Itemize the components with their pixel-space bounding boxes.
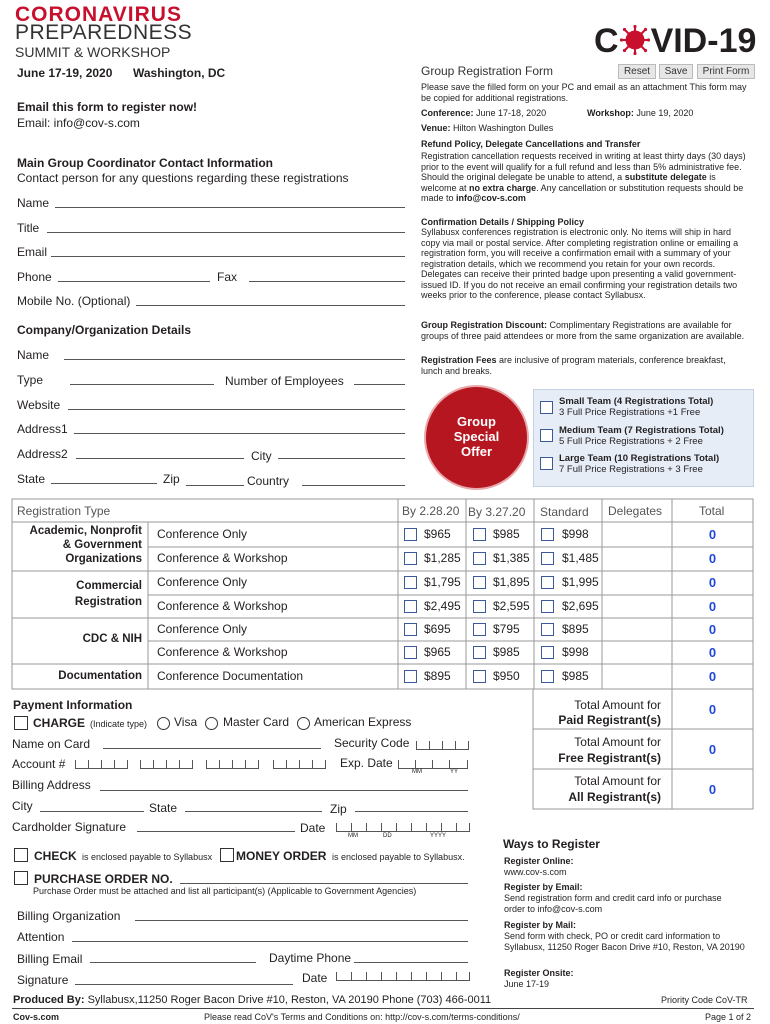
price-value: $985 — [493, 645, 520, 659]
footer-terms: Please read CoV's Terms and Conditions on: http://cov-s.com/terms-conditions/ — [204, 1012, 520, 1022]
price-checkbox[interactable] — [541, 528, 554, 541]
cardholder-signature-label: Cardholder Signature — [12, 820, 127, 834]
billing-org-field[interactable] — [135, 920, 468, 921]
purchase-order-label: PURCHASE ORDER NO. — [34, 872, 173, 886]
option-label: Conference Only — [157, 575, 248, 589]
total-free-label — [535, 734, 661, 766]
company-type-label: Type — [17, 373, 44, 387]
signature-date-field[interactable] — [336, 820, 470, 832]
delegates-input[interactable] — [604, 596, 670, 616]
exp-mm: MM — [412, 769, 422, 775]
header-total: Total — [699, 504, 725, 518]
price-checkbox[interactable] — [404, 552, 417, 565]
billing-address-field[interactable] — [100, 790, 468, 791]
price-checkbox[interactable] — [541, 670, 554, 683]
money-order-note: is enclosed payable to Syllabusx. — [332, 852, 465, 862]
purchase-order-checkbox[interactable] — [14, 871, 28, 885]
medium-team-title: Medium Team (7 Registrations Total) — [559, 425, 724, 436]
price-value: $1,285 — [424, 551, 461, 565]
price-checkbox[interactable] — [473, 670, 486, 683]
billing-email-field[interactable] — [90, 962, 256, 963]
visa-label: Visa — [174, 715, 198, 729]
coord-title-label: Title — [17, 221, 40, 235]
footer-site: Cov-s.com — [13, 1012, 60, 1022]
account-field-1[interactable] — [75, 757, 128, 769]
price-checkbox[interactable] — [541, 600, 554, 613]
pay-state-field[interactable] — [185, 811, 322, 812]
priority-code: Priority Code CoV-TR — [661, 995, 748, 1005]
purchase-order-note: Purchase Order must be attached and list all participant(s) (Applicable to Government Agencies) — [33, 886, 417, 896]
category-academic-line1: Academic, Nonprofit — [29, 525, 142, 537]
price-checkbox[interactable] — [404, 670, 417, 683]
check-note: is enclosed payable to Syllabusx — [82, 852, 213, 862]
coord-fax-label: Fax — [217, 270, 238, 284]
amex-radio[interactable] — [297, 717, 310, 730]
price-checkbox[interactable] — [541, 576, 554, 589]
signature-label: Signature — [17, 973, 69, 987]
price-value: $1,385 — [493, 551, 530, 565]
total-all-line2: All Registrant(s) — [568, 790, 661, 804]
daytime-phone-label: Daytime Phone — [269, 951, 352, 965]
event-city: Washington, DC — [133, 66, 226, 80]
attention-label: Attention — [17, 930, 65, 944]
address2-label: Address2 — [17, 447, 68, 461]
price-checkbox[interactable] — [473, 646, 486, 659]
price-checkbox[interactable] — [473, 528, 486, 541]
header-registration-type: Registration Type — [17, 504, 111, 518]
row-total: 0 — [708, 669, 717, 684]
payment-title: Payment Information — [13, 698, 133, 712]
price-value: $895 — [424, 669, 451, 683]
purchase-order-field[interactable] — [180, 883, 468, 884]
price-checkbox[interactable] — [473, 552, 486, 565]
price-checkbox[interactable] — [473, 600, 486, 613]
account-field-3[interactable] — [206, 757, 259, 769]
charge-label: CHARGE — [33, 716, 86, 730]
exp-yy: YY — [450, 769, 459, 775]
produced-by-address: Syllabusx,11250 Roger Bacon Drive #10, Reston, VA 20190 Phone (703) 466-0011 — [87, 994, 492, 1006]
pay-zip-field[interactable] — [355, 811, 468, 812]
billing-org-label: Billing Organization — [17, 909, 121, 923]
row-total: 0 — [708, 645, 717, 660]
ways-mail: Send form with check, PO or credit card information to Syllabusx, 11250 Roger Bacon Drive #10, Reston, VA 20190 — [504, 931, 745, 952]
amex-label: American Express — [314, 715, 412, 729]
price-value: $1,995 — [562, 575, 599, 589]
header-price-2: By 3.27.20 — [468, 505, 526, 519]
print-form-button[interactable]: Print Form — [697, 64, 755, 79]
price-checkbox[interactable] — [541, 552, 554, 565]
refund-mid: is welcome at — [421, 172, 716, 193]
price-checkbox[interactable] — [404, 646, 417, 659]
category-documentation: Documentation — [58, 670, 142, 682]
zip-label: Zip — [163, 472, 180, 486]
group-form-title: Group Registration Form — [421, 64, 554, 78]
ways-title: Ways to Register — [503, 837, 600, 851]
charge-indicate: (Indicate type) — [90, 719, 148, 729]
option-label: Conference & Workshop — [157, 551, 288, 565]
price-checkbox[interactable] — [473, 623, 486, 636]
delegates-input[interactable] — [604, 619, 670, 639]
header-price-1: By 2.28.20 — [402, 504, 460, 518]
price-checkbox[interactable] — [404, 600, 417, 613]
pay-city-label: City — [12, 799, 33, 813]
brand-line-2: PREPAREDNESS — [15, 21, 193, 44]
total-free-line2: Free Registrant(s) — [558, 751, 661, 765]
charge-checkbox[interactable] — [14, 716, 28, 730]
money-order-label: MONEY ORDER — [236, 849, 327, 863]
fees-title: Registration Fees — [421, 355, 497, 365]
daytime-phone-field[interactable] — [354, 962, 468, 963]
large-team-title: Large Team (10 Registrations Total) — [559, 453, 720, 464]
check-checkbox[interactable] — [14, 848, 28, 862]
offer-line-2: Special — [453, 429, 500, 444]
option-label: Conference & Workshop — [157, 645, 288, 659]
ways-onsite-title: Register Onsite: — [504, 968, 574, 978]
refund-end: . Any cancellation or substitution requests should be made to — [421, 182, 744, 203]
ways-mail-title: Register by Mail: — [504, 920, 577, 930]
logo-letter-c: C — [594, 22, 619, 60]
coord-mobile-label: Mobile No. (Optional) — [17, 294, 131, 308]
refund-body: Registration cancellation requests received in writing at least thirty days (30 days) prior to the event will qualify for a full refund and less than 5% administrative fee. Should the original delegate be unable to attend, a — [421, 151, 746, 182]
price-value: $2,495 — [424, 599, 461, 613]
total-paid-label — [535, 698, 661, 728]
exp-date-field[interactable] — [398, 757, 468, 769]
event-dates: June 17-19, 2020 — [17, 66, 113, 80]
date-mm: MM — [348, 833, 358, 839]
ways-onsite: June 17-19 — [504, 979, 550, 989]
pay-city-field[interactable] — [40, 811, 144, 812]
price-checkbox[interactable] — [541, 623, 554, 636]
mastercard-radio[interactable] — [205, 717, 218, 730]
cardholder-signature-field[interactable] — [137, 831, 295, 832]
refund-email: info@cov-s.com — [456, 193, 526, 203]
header-price-3: Standard — [540, 505, 589, 519]
price-value: $950 — [493, 669, 520, 683]
workshop-value: June 19, 2020 — [636, 108, 694, 118]
category-cdc-nih: CDC & NIH — [82, 633, 142, 645]
venue-value: Hilton Washington Dulles — [453, 123, 554, 133]
row-total: 0 — [708, 622, 717, 637]
footer-page: Page 1 of 2 — [705, 1012, 752, 1022]
pay-zip-label: Zip — [330, 802, 347, 816]
total-free-value: 0 — [708, 742, 717, 757]
category-academic-line2: & Government — [62, 539, 142, 551]
conference-label: Conference: — [421, 108, 474, 118]
large-team-desc: 7 Full Price Registrations + 3 Free — [559, 464, 703, 475]
total-paid-line1: Total Amount for — [574, 698, 661, 712]
medium-team-desc: 5 Full Price Registrations + 2 Free — [559, 436, 703, 447]
price-value: $795 — [493, 622, 520, 636]
coord-phone-label: Phone — [17, 270, 52, 284]
refund-title: Refund Policy, Delegate Cancellations and Transfer — [421, 139, 641, 149]
website-label: Website — [17, 398, 61, 412]
coordinator-title: Main Group Coordinator Contact Information — [17, 156, 273, 170]
row-total: 0 — [708, 575, 717, 590]
ways-online-title: Register Online: — [504, 856, 574, 866]
category-commercial-line1: Commercial — [76, 580, 142, 592]
delegates-input[interactable] — [604, 524, 670, 544]
date2-field[interactable] — [336, 969, 470, 981]
visa-radio[interactable] — [157, 717, 170, 730]
header-delegates: Delegates — [608, 504, 663, 518]
refund-substitute: substitute delegate — [624, 172, 707, 182]
category-academic — [12, 524, 142, 566]
price-checkbox[interactable] — [404, 623, 417, 636]
price-value: $998 — [562, 645, 589, 659]
small-team-desc: 3 Full Price Registrations +1 Free — [559, 407, 701, 418]
email-cta: Email this form to register now! — [17, 100, 198, 114]
refund-no-charge: no extra charge — [469, 182, 537, 193]
state-label: State — [17, 472, 46, 486]
company-name-label: Name — [17, 348, 50, 362]
city-label: City — [251, 449, 272, 463]
account-label: Account # — [12, 757, 66, 771]
money-order-checkbox[interactable] — [220, 848, 234, 862]
produced-by — [13, 994, 491, 1006]
price-checkbox[interactable] — [541, 646, 554, 659]
offer-line-1: Group — [457, 414, 496, 429]
row-total: 0 — [708, 527, 717, 542]
price-value: $985 — [562, 669, 589, 683]
mastercard-label: Master Card — [223, 715, 290, 729]
exp-date-label: Exp. Date — [340, 756, 393, 770]
category-commercial-line2: Registration — [74, 596, 142, 608]
signature-date-label: Date — [300, 821, 326, 835]
total-paid-value: 0 — [708, 702, 717, 717]
produced-by-label: Produced By: — [13, 994, 85, 1006]
offer-line-3: Offer — [460, 444, 493, 459]
price-value: $695 — [424, 622, 451, 636]
option-label: Conference Documentation — [157, 669, 304, 683]
price-value: $2,595 — [493, 599, 530, 613]
conference-value: June 17-18, 2020 — [476, 108, 547, 118]
category-academic-line3: Organizations — [65, 553, 142, 565]
row-total: 0 — [708, 599, 717, 614]
coord-email-label: Email — [17, 245, 48, 259]
row-total: 0 — [708, 551, 717, 566]
price-value: $1,895 — [493, 575, 530, 589]
company-title: Company/Organization Details — [17, 323, 192, 337]
total-all-value: 0 — [708, 782, 717, 797]
billing-email-label: Billing Email — [17, 952, 83, 966]
price-value: $895 — [562, 622, 589, 636]
confirm-title: Confirmation Details / Shipping Policy — [421, 217, 585, 227]
delegates-input[interactable] — [604, 666, 670, 686]
price-checkbox[interactable] — [473, 576, 486, 589]
attention-field[interactable] — [72, 941, 468, 942]
security-code-field[interactable] — [416, 738, 469, 750]
price-checkbox[interactable] — [404, 528, 417, 541]
account-field-4[interactable] — [273, 757, 326, 769]
delegates-input[interactable] — [604, 572, 670, 592]
small-team-title: Small Team (4 Registrations Total) — [559, 396, 714, 407]
save-button[interactable]: Save — [659, 64, 693, 79]
security-code-label: Security Code — [334, 736, 410, 750]
coord-name-label: Name — [17, 196, 50, 210]
price-checkbox[interactable] — [404, 576, 417, 589]
total-free-line1: Total Amount for — [574, 735, 661, 749]
discount-title: Group Registration Discount: — [421, 320, 547, 330]
price-value: $998 — [562, 527, 589, 541]
check-label: CHECK — [34, 849, 77, 863]
ways-online: www.cov-s.com — [504, 867, 567, 877]
workshop-label: Workshop: — [587, 108, 634, 118]
date-yyyy: YYYY — [430, 833, 447, 839]
account-field-2[interactable] — [140, 757, 193, 769]
price-value: $985 — [493, 527, 520, 541]
name-on-card-label: Name on Card — [12, 737, 91, 751]
category-commercial — [12, 578, 142, 610]
reset-button[interactable]: Reset — [618, 64, 656, 79]
option-label: Conference & Workshop — [157, 599, 288, 613]
email-address: Email: info@cov-s.com — [17, 116, 140, 130]
discount-body: Complimentary Registrations are available for groups of three paid attendees or more from the same organization are available. — [421, 320, 745, 341]
coordinator-subtitle: Contact person for any questions regarding these registrations — [17, 171, 349, 185]
confirm-text: Syllabusx conferences registration is electronic only. No items will ship in hard copy via mail or postal service. After completing registration online or emailing a registration form, you will receive a confirmation email with a summary of your registration details, which we recommend you retain for your own records. Delegates can receive their printed badge upon presenting a valid government-issued ID. If you do not receive an email confirming your registration details two weeks prior to the conference, please contact Syllabusx. — [421, 227, 739, 300]
date2-label: Date — [302, 971, 328, 985]
option-label: Conference Only — [157, 527, 248, 541]
ways-email-title: Register by Email: — [504, 882, 583, 892]
delegates-input[interactable] — [604, 642, 670, 662]
option-label: Conference Only — [157, 622, 248, 636]
save-note: Please save the filled form on your PC and email as an attachment This form may be copied for additional registrations. — [421, 82, 747, 103]
price-value: $2,695 — [562, 599, 599, 613]
pay-state-label: State — [149, 801, 178, 815]
total-all-line1: Total Amount for — [574, 774, 661, 788]
ways-email: Send registration form and credit card info or purchase order to info@cov-s.com — [504, 893, 722, 914]
price-value: $1,485 — [562, 551, 599, 565]
footer-divider — [12, 1008, 754, 1009]
address1-label: Address1 — [17, 422, 68, 436]
country-label: Country — [247, 474, 290, 488]
fees-body: are inclusive of program materials, conference breakfast, lunch and breaks. — [421, 355, 726, 376]
brand-line-3: SUMMIT & WORKSHOP — [15, 44, 171, 60]
price-value: $965 — [424, 527, 451, 541]
total-all-label — [535, 773, 661, 805]
name-on-card-field[interactable] — [103, 748, 321, 749]
venue-label: Venue: — [421, 123, 451, 133]
billing-address-label: Billing Address — [12, 778, 91, 792]
employees-label: Number of Employees — [225, 374, 344, 388]
total-paid-line2: Paid Registrant(s) — [558, 713, 661, 727]
date-dd: DD — [383, 833, 392, 839]
delegates-input[interactable] — [604, 548, 670, 568]
brand-line-1: CORONAVIRUS — [15, 3, 182, 26]
price-value: $965 — [424, 645, 451, 659]
logo-text: VID-19 — [650, 22, 757, 60]
signature-field[interactable] — [75, 984, 293, 985]
price-value: $1,795 — [424, 575, 461, 589]
